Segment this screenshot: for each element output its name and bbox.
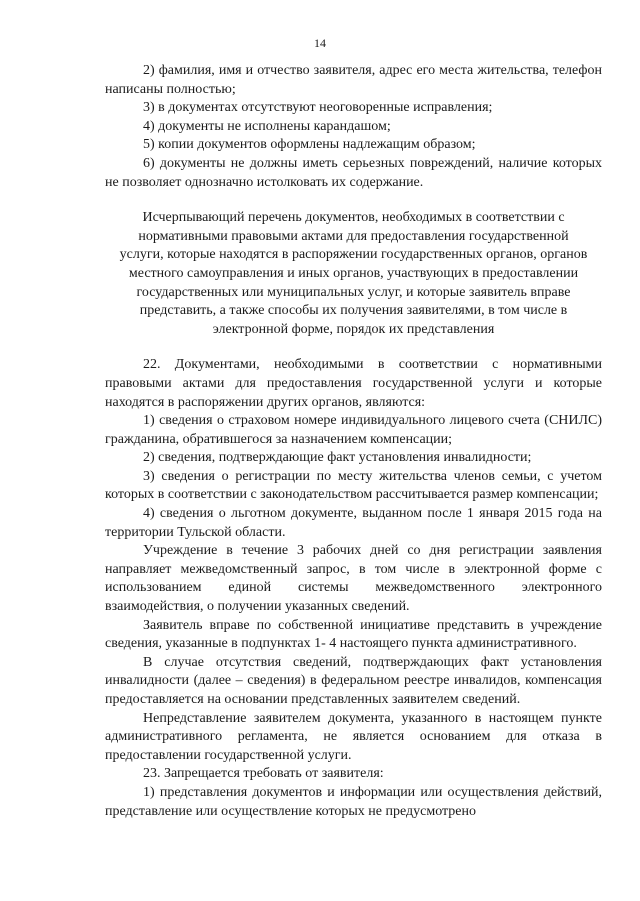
paragraph: Непредставление заявителем документа, указанного в настоящем пункте административного регламента, не является основанием для отказа в предоставлении государственной услуги.: [105, 710, 602, 763]
list-item: 5) копии документов оформлены надлежащим образом;: [143, 137, 476, 153]
section-heading: Исчерпывающий перечень документов, необходимых в соответствии с нормативными правовыми актами для предоставления государственной услуги, которые находятся в распоряжении государственных органов, органов местного самоуправления и иных органов, участвующих в предоставлении государственных или муниципальных услуг, и которые заявитель вправе представить, а также способы их получения заявителями, в том числе в электронной форме, порядок их представления: [119, 210, 588, 337]
list-item: 3) сведения о регистрации по месту жительства членов семьи, с учетом которых в соответствии с законодательством рассчитывается размер компенсации;: [105, 468, 602, 503]
paragraph-23: 23. Запрещается требовать от заявителя:: [143, 766, 384, 782]
document-body: [105, 62, 602, 821]
list-item: 2) сведения, подтверждающие факт установления инвалидности;: [143, 450, 532, 466]
paragraph: Учреждение в течение 3 рабочих дней со дня регистрации заявления направляет межведомственный запрос, в том числе в электронной форме с использованием единой системы межведомственного электронного взаимодействия, о получении указанных сведений.: [105, 543, 602, 615]
paragraph: Заявитель вправе по собственной инициативе представить в учреждение сведения, указанные в подпунктах 1- 4 настоящего пункта административного.: [105, 617, 602, 652]
list-item: 4) сведения о льготном документе, выданном после 1 января 2015 года на территории Тульской области.: [105, 506, 602, 540]
spacer: [105, 192, 602, 209]
spacer: [105, 339, 602, 356]
page-number: 14: [314, 36, 326, 50]
list-item: 4) документы не исполнены карандашом;: [143, 118, 391, 134]
paragraph: В случае отсутствия сведений, подтверждающих факт установления инвалидности (далее – сведения) в федеральном реестре инвалидов, компенсация предоставляется на основании представленных заявителем сведений.: [105, 654, 602, 707]
paragraph-22: 22. Документами, необходимыми в соответствии с нормативными правовыми актами для предоставления государственной услуги и которые находятся в распоряжении других органов, являются:: [105, 357, 602, 410]
list-item: 1) представления документов и информации или осуществления действий, представление или осуществление которых не предусмотрено: [105, 784, 602, 819]
list-item: 3) в документах отсутствуют неоговоренные исправления;: [143, 100, 493, 116]
list-item: 2) фамилия, имя и отчество заявителя, адрес его места жительства, телефон написаны полностью;: [105, 63, 602, 97]
list-item: 6) документы не должны иметь серьезных повреждений, наличие которых не позволяет однозначно истолковать их содержание.: [105, 155, 602, 190]
list-item: 1) сведения о страховом номере индивидуального лицевого счета (СНИЛС) гражданина, обратившегося за назначением компенсации;: [105, 413, 602, 447]
